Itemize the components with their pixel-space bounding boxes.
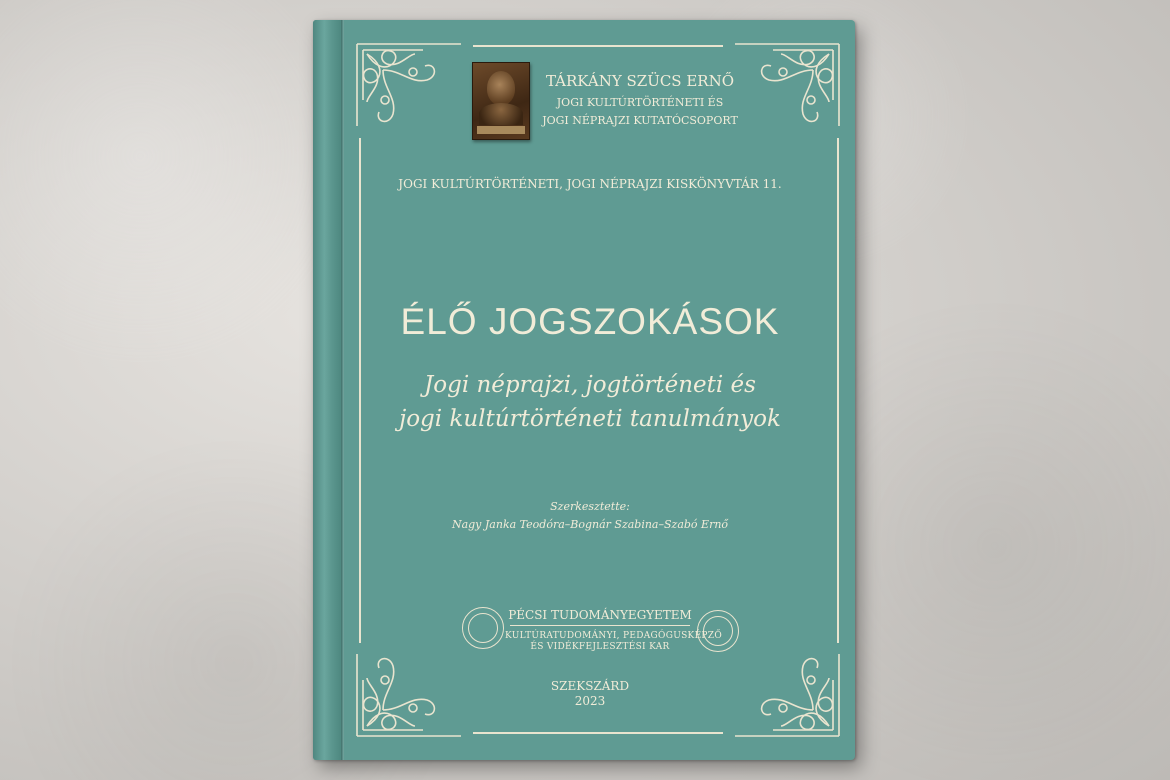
university-underline (510, 625, 690, 626)
group-title: TÁRKÁNY SZÜCS ERNŐ (545, 72, 735, 90)
university-name: PÉCSI TUDOMÁNYEGYETEM (508, 608, 692, 622)
faculty-line-2: ÉS VIDÉKFEJLESZTÉSI KAR (530, 642, 670, 652)
portrait-plaque (472, 62, 530, 140)
university-seal-icon (462, 607, 504, 649)
portrait-face (487, 71, 515, 105)
corner-ornament-bottom-right (731, 650, 843, 740)
book-spine (313, 20, 341, 760)
corner-ornament-bottom-left (353, 650, 465, 740)
portrait-shoulders (479, 103, 523, 125)
subtitle-line-2: jogi kultúrtörténeti tanulmányok (399, 406, 781, 432)
book-title: ÉLŐ JOGSZOKÁSOK (400, 301, 780, 342)
editors-label: Szerkesztette: (550, 500, 630, 513)
subtitle-line-1: Jogi néprajzi, jogtörténeti és (424, 372, 756, 398)
frame-bottom-line (473, 732, 723, 734)
spine-groove (341, 20, 344, 760)
portrait-nameplate (477, 126, 525, 134)
publication-year: 2023 (574, 694, 606, 708)
corner-ornament-top-left (353, 40, 465, 130)
editors-names: Nagy Janka Teodóra–Bognár Szabina–Szabó Ernő (451, 518, 729, 531)
faculty-line-1: KULTÚRATUDOMÁNYI, PEDAGÓGUSKÉPZŐ (505, 631, 723, 641)
series-title: JOGI KULTÚRTÖRTÉNETI, JOGI NÉPRAJZI KISKÖNYVTÁR 11. (398, 177, 782, 191)
group-line-1: JOGI KULTÚRTÖRTÉNETI ÉS (556, 96, 724, 109)
group-line-2: JOGI NÉPRAJZI KUTATÓCSOPORT (542, 114, 738, 127)
frame-right-line (837, 138, 839, 643)
publication-city: SZEKSZÁRD (550, 679, 630, 693)
frame-top-line (473, 45, 723, 47)
corner-ornament-top-right (731, 40, 843, 130)
